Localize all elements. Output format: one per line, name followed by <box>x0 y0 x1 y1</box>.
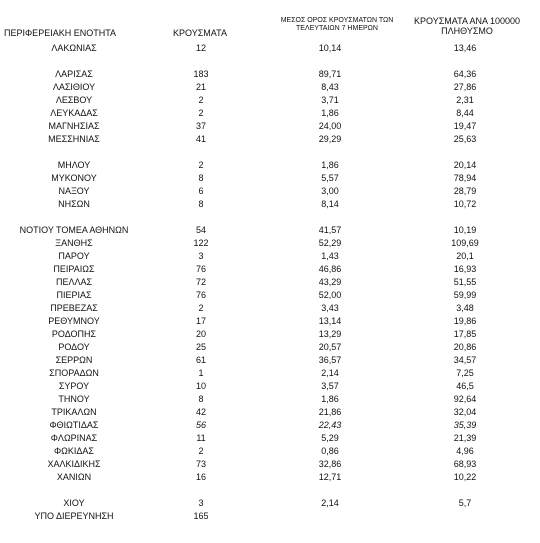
region-name: ΣΥΡΟΥ <box>58 381 90 391</box>
region-name: ΝΟΤΙΟΥ ΤΟΜΕΑ ΑΘΗΝΩΝ <box>19 225 129 235</box>
cases-value: 76 <box>195 264 206 274</box>
cases-value: 20 <box>195 329 206 339</box>
avg-7-days-value: 41,57 <box>318 225 342 235</box>
avg-7-days-value: 52,29 <box>318 238 342 248</box>
table-row <box>0 94 540 107</box>
cases-value: 2 <box>198 95 204 105</box>
per-100k-value: 64,36 <box>453 69 477 79</box>
per-100k-value: 35,39 <box>453 420 477 430</box>
per-100k-value: 68,93 <box>453 459 477 469</box>
table-row <box>0 458 540 471</box>
table-row <box>0 237 540 250</box>
per-100k-value: 2,31 <box>456 95 474 105</box>
cases-value: 165 <box>193 511 209 521</box>
region-name: ΞΑΝΘΗΣ <box>55 238 93 248</box>
region-name: ΝΗΣΩΝ <box>58 199 90 209</box>
region-name: ΜΑΓΝΗΣΙΑΣ <box>48 121 100 131</box>
region-name: ΜΥΚΟΝΟΥ <box>51 173 97 183</box>
per-100k-value: 27,86 <box>453 82 477 92</box>
per-100k-value: 20,1 <box>456 251 474 261</box>
table-row <box>0 263 540 276</box>
avg-7-days-value: 10,14 <box>318 43 342 53</box>
avg-7-days-value: 29,29 <box>318 134 342 144</box>
avg-7-days-value: 8,43 <box>321 82 339 92</box>
table-row <box>0 341 540 354</box>
table-row <box>0 471 540 484</box>
table-row <box>0 354 540 367</box>
region-name: ΧΑΝΙΩΝ <box>56 472 92 482</box>
avg-7-days-value: 3,57 <box>321 381 339 391</box>
avg-7-days-value: 3,00 <box>321 186 339 196</box>
cases-value: 1 <box>198 368 204 378</box>
avg-7-days-value: 8,14 <box>321 199 339 209</box>
per-100k-value: 59,99 <box>453 290 477 300</box>
per-100k-value: 7,25 <box>456 368 474 378</box>
per-100k-value: 5,7 <box>458 498 472 508</box>
header-cases-per-100k <box>402 16 532 37</box>
per-100k-value: 19,86 <box>453 316 477 326</box>
cases-value: 76 <box>195 290 206 300</box>
cases-value: 6 <box>198 186 204 196</box>
avg-7-days-value: 89,71 <box>318 69 342 79</box>
per-100k-value: 78,94 <box>453 173 477 183</box>
cases-value: 25 <box>195 342 206 352</box>
header-avg-7-days <box>267 17 407 33</box>
table-row <box>0 224 540 237</box>
per-100k-value: 17,85 <box>453 329 477 339</box>
cases-value: 17 <box>195 316 206 326</box>
table-row <box>0 107 540 120</box>
table-row <box>0 172 540 185</box>
cases-value: 42 <box>195 407 206 417</box>
table-row <box>0 276 540 289</box>
region-name: ΛΑΚΩΝΙΑΣ <box>51 43 97 53</box>
region-name: ΥΠΟ ΔΙΕΡΕΥΝΗΣΗ <box>34 511 114 521</box>
per-100k-value: 10,19 <box>453 225 477 235</box>
table-row <box>0 328 540 341</box>
region-name: ΛΕΥΚΑΔΑΣ <box>50 108 98 118</box>
region-name: ΜΕΣΣΗΝΙΑΣ <box>48 134 100 144</box>
avg-7-days-value: 3,71 <box>321 95 339 105</box>
table-row <box>0 120 540 133</box>
avg-7-days-value: 1,86 <box>321 160 339 170</box>
table-row <box>0 510 540 523</box>
table-row <box>0 302 540 315</box>
avg-7-days-value: 0,86 <box>321 446 339 456</box>
region-name: ΝΑΞΟΥ <box>58 186 90 196</box>
table-row <box>0 497 540 510</box>
region-name: ΠΑΡΟΥ <box>58 251 90 261</box>
header-per100k-line2: ΠΛΗΘΥΣΜΟ <box>441 26 493 37</box>
per-100k-value: 46,5 <box>456 381 474 391</box>
cases-value: 8 <box>198 394 204 404</box>
header-per100k-line1: ΚΡΟΥΣΜΑΤΑ ΑΝΑ 100000 <box>414 16 520 26</box>
table-row <box>0 81 540 94</box>
cases-value: 2 <box>198 108 204 118</box>
cases-value: 11 <box>196 433 206 443</box>
avg-7-days-value: 2,14 <box>321 498 339 508</box>
header-cases: ΚΡΟΥΣΜΑΤΑ <box>173 28 227 38</box>
region-name: ΡΟΔΟΥ <box>58 342 90 352</box>
cases-value: 37 <box>195 121 206 131</box>
per-100k-value: 25,63 <box>453 134 477 144</box>
cases-value: 10 <box>195 381 206 391</box>
avg-7-days-value: 32,86 <box>318 459 342 469</box>
table-row <box>0 42 540 55</box>
avg-7-days-value: 24,00 <box>318 121 342 131</box>
region-name: ΣΕΡΡΩΝ <box>55 355 93 365</box>
header-avg-line1: ΜΕΣΟΣ ΟΡΟΣ ΚΡΟΥΣΜΑΤΩΝ ΤΩΝ <box>280 17 394 24</box>
per-100k-value: 109,69 <box>451 238 479 248</box>
avg-7-days-value: 1,43 <box>321 251 339 261</box>
cases-value: 61 <box>195 355 206 365</box>
avg-7-days-value: 13,14 <box>318 316 342 326</box>
cases-value: 73 <box>195 459 206 469</box>
table-row <box>0 367 540 380</box>
region-name: ΛΕΣΒΟΥ <box>55 95 93 105</box>
avg-7-days-value: 1,86 <box>321 394 339 404</box>
table-row <box>0 133 540 146</box>
per-100k-value: 10,72 <box>453 199 477 209</box>
table-row <box>0 68 540 81</box>
region-name: ΠΙΕΡΙΑΣ <box>56 290 92 300</box>
avg-7-days-value: 20,57 <box>318 342 342 352</box>
per-100k-value: 13,46 <box>453 43 477 53</box>
region-name: ΤΗΝΟΥ <box>58 394 90 404</box>
cases-value: 54 <box>195 225 206 235</box>
region-name: ΡΕΘΥΜΝΟΥ <box>48 316 100 326</box>
table-row <box>0 159 540 172</box>
region-name: ΛΑΡΙΣΑΣ <box>55 69 93 79</box>
cases-value: 12 <box>195 43 206 53</box>
avg-7-days-value: 52,00 <box>318 290 342 300</box>
per-100k-value: 34,57 <box>453 355 477 365</box>
region-name: ΦΛΩΡΙΝΑΣ <box>50 433 98 443</box>
table-row <box>0 198 540 211</box>
avg-7-days-value: 13,29 <box>318 329 342 339</box>
region-name: ΦΩΚΙΔΑΣ <box>54 446 94 456</box>
cases-value: 122 <box>193 238 209 248</box>
table-row <box>0 445 540 458</box>
cases-value: 56 <box>195 420 206 430</box>
table-row <box>0 185 540 198</box>
per-100k-value: 19,47 <box>453 121 477 131</box>
table-row <box>0 419 540 432</box>
cases-value: 2 <box>198 303 204 313</box>
table-row <box>0 380 540 393</box>
cases-value: 2 <box>198 446 204 456</box>
per-100k-value: 28,79 <box>453 186 477 196</box>
region-name: ΧΙΟΥ <box>63 498 85 508</box>
header-region: ΠΕΡΙΦΕΡΕΙΑΚΗ ΕΝΟΤΗΤΑ <box>4 28 117 38</box>
per-100k-value: 32,04 <box>453 407 477 417</box>
avg-7-days-value: 1,86 <box>321 108 339 118</box>
region-name: ΠΡΕΒΕΖΑΣ <box>50 303 98 313</box>
per-100k-value: 16,93 <box>453 264 477 274</box>
cases-value: 41 <box>195 134 206 144</box>
region-name: ΡΟΔΟΠΗΣ <box>51 329 97 339</box>
avg-7-days-value: 36,57 <box>318 355 342 365</box>
region-name: ΠΕΛΛΑΣ <box>55 277 93 287</box>
cases-value: 3 <box>198 251 204 261</box>
per-100k-value: 51,55 <box>453 277 477 287</box>
avg-7-days-value: 43,29 <box>318 277 342 287</box>
region-name: ΜΗΛΟΥ <box>57 160 91 170</box>
per-100k-value: 21,39 <box>453 433 477 443</box>
table-row <box>0 406 540 419</box>
cases-value: 21 <box>195 82 206 92</box>
table-row <box>0 432 540 445</box>
cases-value: 72 <box>195 277 206 287</box>
region-name: ΣΠΟΡΑΔΩΝ <box>49 368 99 378</box>
table-row <box>0 315 540 328</box>
table-row <box>0 289 540 302</box>
table-row <box>0 393 540 406</box>
cases-value: 16 <box>195 472 206 482</box>
per-100k-value: 92,64 <box>453 394 477 404</box>
cases-value: 3 <box>198 498 204 508</box>
per-100k-value: 10,22 <box>453 472 477 482</box>
per-100k-value: 20,14 <box>453 160 477 170</box>
cases-value: 8 <box>198 173 204 183</box>
avg-7-days-value: 22,43 <box>318 420 342 430</box>
cases-value: 2 <box>198 160 204 170</box>
per-100k-value: 8,44 <box>456 108 474 118</box>
per-100k-value: 3,48 <box>456 303 474 313</box>
region-name: ΛΑΣΙΘΙΟΥ <box>52 82 96 92</box>
region-name: ΦΘΙΩΤΙΔΑΣ <box>49 420 99 430</box>
avg-7-days-value: 2,14 <box>321 368 339 378</box>
header-avg-line2: ΤΕΛΕΥΤΑΙΩΝ 7 ΗΜΕΡΩΝ <box>296 25 378 33</box>
avg-7-days-value: 5,29 <box>321 433 339 443</box>
table-row <box>0 250 540 263</box>
avg-7-days-value: 3,43 <box>321 303 339 313</box>
avg-7-days-value: 12,71 <box>318 472 342 482</box>
avg-7-days-value: 5,57 <box>321 173 339 183</box>
avg-7-days-value: 21,86 <box>318 407 342 417</box>
avg-7-days-value: 46,86 <box>318 264 342 274</box>
per-100k-value: 4,96 <box>456 446 474 456</box>
cases-value: 183 <box>193 69 209 79</box>
per-100k-value: 20,86 <box>453 342 477 352</box>
region-name: ΤΡΙΚΑΛΩΝ <box>51 407 97 417</box>
cases-value: 8 <box>198 199 204 209</box>
region-name: ΠΕΙΡΑΙΩΣ <box>53 264 95 274</box>
region-name: ΧΑΛΚΙΔΙΚΗΣ <box>47 459 101 469</box>
